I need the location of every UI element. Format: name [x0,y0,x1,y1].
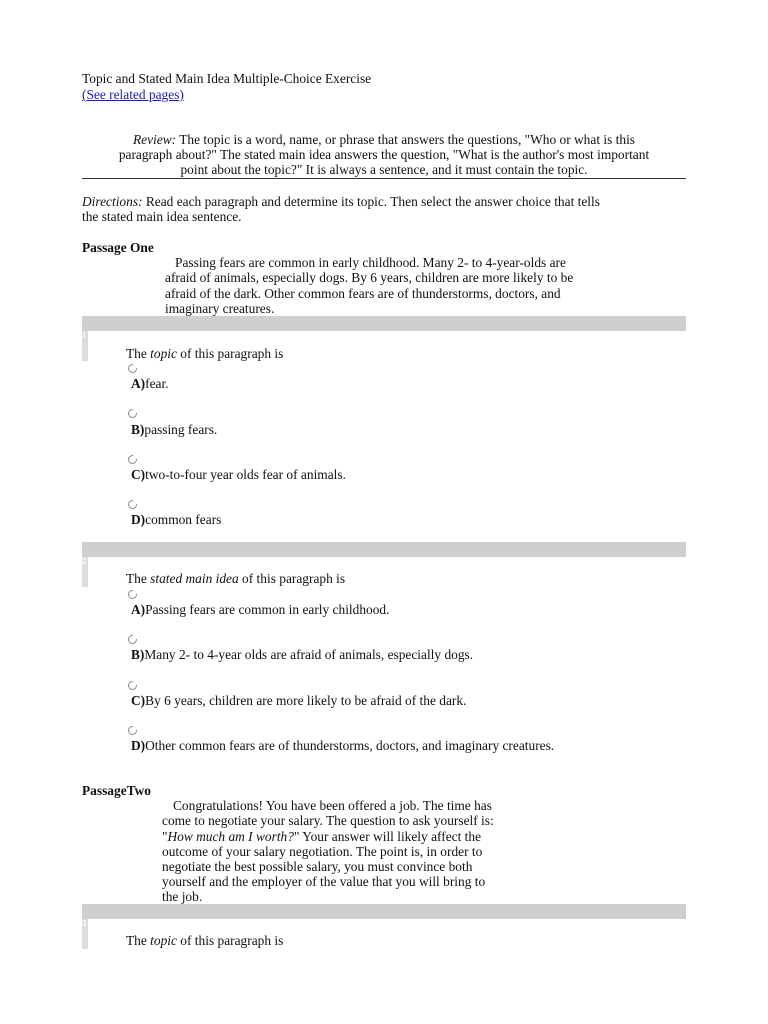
passage-two-line: Congratulations! You have been offered a job. The time has [173,798,492,813]
review-label: Review: [132,132,177,147]
question-1-option-b-radio[interactable] [128,409,137,418]
passage-two-line: come to negotiate your salary. The question to ask yourself is: [162,813,494,828]
passage-two-line: negotiate the best possible salary, you must convince both [162,859,473,874]
page-title: Topic and Stated Main Idea Multiple-Choice Exercise [82,71,372,86]
question-1-option-d[interactable]: D)common fears [131,512,222,527]
question-1-option-c[interactable]: C)two-to-four year olds fear of animals. [131,467,346,482]
question-3-prompt: The topic of this paragraph is [126,933,284,948]
question-1-option-c-radio[interactable] [128,455,137,464]
passage-two-line: the job. [162,889,203,904]
question-2-option-d[interactable]: D)Other common fears are of thunderstorms, doctors, and imaginary creatures. [131,738,555,753]
passage-one-line: Passing fears are common in early childhood. Many 2- to 4-year-olds are [175,255,566,270]
review-line-3: point about the topic?" It is always a sentence, and it must contain the topic. [180,162,588,177]
question-2-option-b-radio[interactable] [128,635,137,644]
directions-label: Directions: [82,194,143,209]
review-line-2: paragraph about?" The stated main idea answers the question, "What is the author's most important [118,147,650,162]
review-divider [82,178,686,179]
question-2-option-a[interactable]: A)Passing fears are common in early childhood. [131,602,390,617]
question-1-option-d-radio[interactable] [128,500,137,509]
question-3-number: 3 [82,919,87,928]
passage-two-line: "How much am I worth?" Your answer will likely affect the [162,829,482,844]
question-1-option-a[interactable]: A)fear. [131,376,169,391]
review-line-1: Review: The topic is a word, name, or phrase that answers the questions, "Who or what is this [132,132,636,147]
question-2-number: 2 [82,557,87,566]
passage-one-heading: Passage One [82,240,154,255]
question-2-option-a-radio[interactable] [128,590,137,599]
question-1-prompt: The topic of this paragraph is [126,346,284,361]
question-2-option-b[interactable]: B)Many 2- to 4-year olds are afraid of animals, especially dogs. [131,647,474,662]
question-3-header-bar [82,904,686,919]
question-2-option-c-radio[interactable] [128,681,137,690]
see-related-pages-link[interactable]: (See related pages) [82,87,184,102]
directions-line-1: Directions: Read each paragraph and determine its topic. Then select the answer choice that tells [82,194,600,209]
question-2-header-bar [82,542,686,557]
passage-two-line: outcome of your salary negotiation. The point is, in order to [162,844,483,859]
question-2-option-d-radio[interactable] [128,726,137,735]
passage-one-line: imaginary creatures. [165,301,275,316]
question-2-prompt: The stated main idea of this paragraph is [126,571,346,586]
question-1-option-a-radio[interactable] [128,364,137,373]
passage-two-line: yourself and the employer of the value that you will bring to [162,874,486,889]
question-1-option-b[interactable]: B)passing fears. [131,422,218,437]
passage-one-line: afraid of the dark. Other common fears are of thunderstorms, doctors, and [165,286,561,301]
question-1-number: 1 [82,331,87,340]
question-1-header-bar [82,316,686,331]
question-2-option-c[interactable]: C)By 6 years, children are more likely to be afraid of the dark. [131,693,467,708]
passage-two-heading: PassageTwo [82,783,151,798]
passage-one-line: afraid of animals, especially dogs. By 6 years, children are more likely to be [165,270,574,285]
directions-line-2: the stated main idea sentence. [82,209,242,224]
